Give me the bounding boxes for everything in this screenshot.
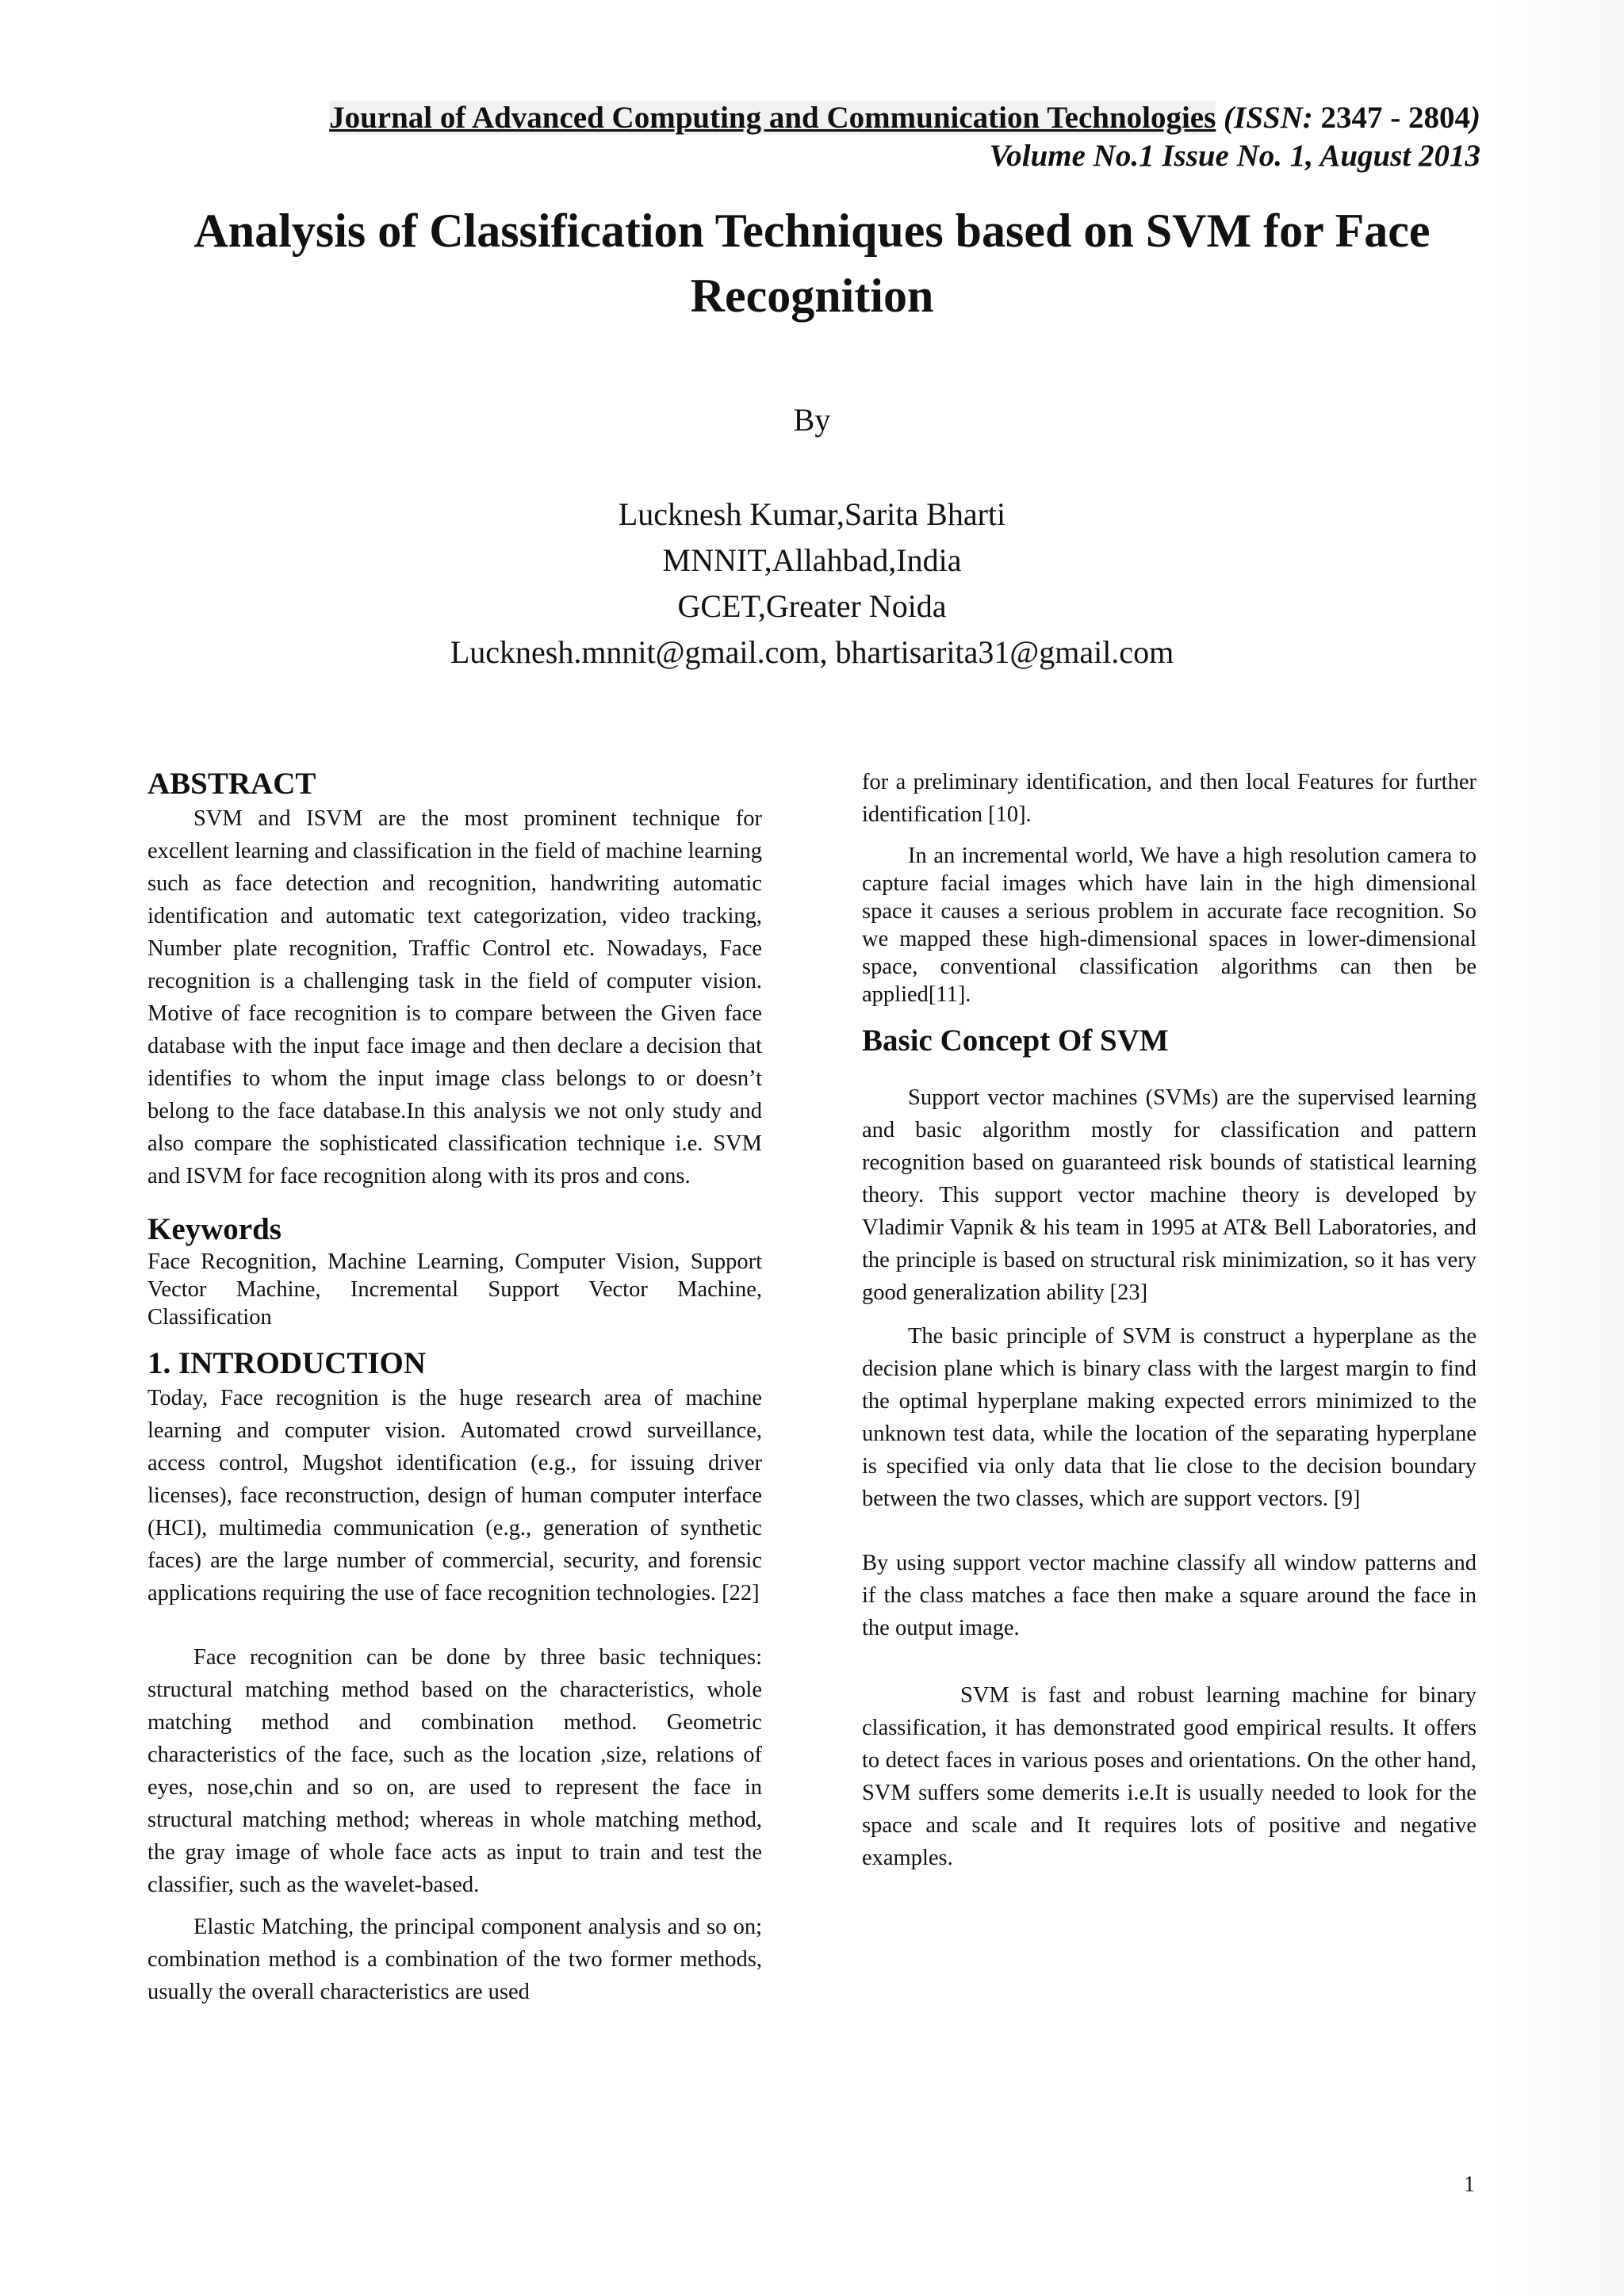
affiliation-2: GCET,Greater Noida [677,588,947,624]
author-emails: Lucknesh.mnnit@gmail.com, bhartisarita31@gmail.com [450,634,1174,670]
keywords-text: Face Recognition, Machine Learning, Computer Vision, Support Vector Machine, Incremental Support Vector Machine, Classification [147,1249,762,1330]
abstract-heading: ABSTRACT [147,767,316,801]
page-number: 1 [1464,2172,1475,2197]
right-paragraph-3: Support vector machines (SVMs) are the supervised learning and basic algorithm mostly for classification and pattern recognition based on guaranteed risk bounds of statistical learning theory. This support vector machine theory is developed by Vladimir Vapnik & his team in 1995 at AT& Bell Laboratories, and the principle is based on structural risk minimization, so it has very good generalization ability [23] [862,1085,1477,1305]
right-paragraph-6: SVM is fast and robust learning machine for binary classification, it has demonstrated good empirical results. It offers to detect faces in various poses and orientations. On the other hand, SVM suffers some demerits i.e.It is usually needed to look for the space and scale and It requires lots of positive and negative examples. [862,1683,1477,1870]
right-paragraph-1: for a preliminary identification, and then local Features for further identification [10]. [862,770,1477,827]
right-paragraph-2: In an incremental world, We have a high resolution camera to capture facial images which have lain in the high dimensional space it causes a serious problem in accurate face recognition. So we mapped these high-dimensional spaces in lower-dimensional space, conventional classification algorithms can then be applied[11]. [862,844,1477,1007]
right-column [862,766,1477,1874]
journal-header [242,100,1480,136]
journal-name: Journal of Advanced Computing and Communication Technologies [329,101,1216,135]
introduction-paragraph-3: Elastic Matching, the principal component analysis and so on; combination method is a combination of the two former methods, usually the overall characteristics are used [147,1915,762,2004]
keywords-heading: Keywords [147,1212,282,1246]
introduction-paragraph-2: Face recognition can be done by three basic techniques: structural matching method based on the characteristics, whole matching method and combination method. Geometric characteristics of the face, such as the location ,size, relations of eyes, nose,chin and so on, are used to represent the face in structural matching method; whereas in whole matching method, the gray image of whole face acts as input to train and test the classifier, such as the wavelet-based. [147,1645,762,1897]
basic-concept-heading: Basic Concept Of SVM [862,1024,1169,1058]
issn-number: 2347 - 2804 [1320,101,1470,135]
paper-title: Analysis of Classification Techniques based on SVM for Face Recognition [193,205,1431,322]
right-paragraph-5: By using support vector machine classify all window patterns and if the class matches a face then make a square around the face in the output image. [862,1551,1477,1640]
issn-close: ) [1470,101,1480,135]
affiliation-1: MNNIT,Allahbad,India [662,542,962,578]
issn-label: (ISSN: [1224,101,1313,135]
introduction-heading: 1. INTRODUCTION [147,1346,427,1380]
by-label: By [793,402,831,438]
introduction-paragraph-1: Today, Face recognition is the huge research area of machine learning and computer vision. Automated crowd surveillance, access control, Mugshot identification (e.g., for issuing driver licenses), face reconstruction, design of human computer interface (HCI), multimedia communication (e.g., generation of synthetic faces) are the large number of commercial, security, and forensic applications requiring the use of face recognition technologies. [22] [147,1386,762,1605]
scan-shading [1491,0,1624,2296]
author-block [0,492,1624,675]
right-paragraph-4: The basic principle of SVM is construct a hyperplane as the decision plane which is binary class with the largest margin to find the optimal hyperplane making expected errors minimized to the unknown test data, while the location of the separating hyperplane is specified via only data that lie close to the decision boundary between the two classes, which are support vectors. [9] [862,1324,1477,1511]
abstract-text: SVM and ISVM are the most prominent technique for excellent learning and classification in the field of machine learning such as face detection and recognition, handwriting automatic identification and automatic text categorization, video tracking, Number plate recognition, Traffic Control etc. Nowadays, Face recognition is a challenging task in the field of computer vision. Motive of face recognition is to compare between the Given face database with the input face image and then declare a decision that identifies to whom the input image class belongs to or doesn’t belong to the face database.In this analysis we not only study and also compare the sophisticated classification technique i.e. SVM and ISVM for face recognition along with its pros and cons. [147,806,762,1188]
author-names: Lucknesh Kumar,Sarita Bharti [618,496,1006,532]
volume-issue: Volume No.1 Issue No. 1, August 2013 [989,139,1480,173]
left-column [147,766,762,2008]
